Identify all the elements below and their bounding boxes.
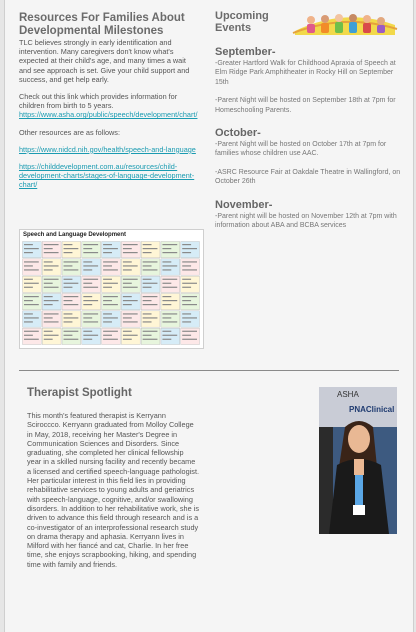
chart-image-line [162, 339, 171, 340]
chart-image-cell [62, 311, 81, 327]
chart-image-line [64, 296, 79, 297]
chart-image-line [44, 283, 53, 284]
chart-image-line [64, 265, 73, 266]
chart-image-line [24, 248, 39, 249]
chart-image-line [143, 269, 158, 270]
chart-image-line [123, 252, 138, 253]
chart-image-line [103, 248, 118, 249]
chart-image-line [123, 248, 132, 249]
chart-image-line [103, 252, 112, 253]
nidcd-link[interactable]: https://www.nidcd.nih.gov/health/speech-and-language [19, 144, 196, 154]
event-item: -Greater Hartford Walk for Childhood Apraxia of Speech at Elm Ridge Park Amphitheater in Rocky Hill on September 15th [215, 60, 396, 86]
chart-image-cell [82, 328, 101, 344]
chart-image-cell [23, 259, 42, 275]
chart-image-cell [102, 328, 121, 344]
chart-image-line [182, 265, 191, 266]
chart-image-cell [42, 311, 61, 327]
chart-image-caption: Speech and Language Development [23, 232, 127, 238]
chart-image-line [182, 244, 191, 245]
chart-image-line [182, 283, 197, 284]
chart-image-line [162, 321, 177, 322]
chart-image-cell [181, 328, 200, 344]
chart-image-line [143, 317, 158, 318]
resources-check-text: Check out this link which provides information for children from birth to 5 years. [19, 92, 178, 111]
chart-image-line [123, 313, 138, 314]
chart-image-line [83, 300, 98, 301]
chart-image-line [64, 269, 79, 270]
chart-image-line [162, 317, 171, 318]
chart-image-line [44, 335, 59, 336]
photo-sign-text: ASHA [337, 390, 359, 399]
chart-image-line [103, 321, 112, 322]
chart-image-line [64, 244, 73, 245]
chart-image-line [24, 279, 33, 280]
chart-image-line [64, 335, 73, 336]
spotlight-title: Therapist Spotlight [27, 387, 132, 399]
chart-image-line [24, 252, 33, 253]
chart-image-line [83, 317, 92, 318]
chart-image-line [64, 304, 79, 305]
chart-image-line [162, 244, 177, 245]
chart-image-line [24, 339, 39, 340]
chart-image-line [162, 287, 177, 288]
chart-image-line [103, 296, 118, 297]
chart-image-line [103, 269, 118, 270]
chart-image-grid [22, 241, 200, 345]
chart-image-cell [141, 294, 160, 310]
chart-image-cell [82, 259, 101, 275]
chart-image-line [83, 331, 92, 332]
chart-image-line [123, 244, 138, 245]
chart-image-cell [181, 242, 200, 258]
chart-image-cell [62, 259, 81, 275]
events-section [215, 10, 403, 230]
chart-image-line [182, 339, 197, 340]
chart-image-cell [82, 294, 101, 310]
chart-image-line [44, 252, 59, 253]
chart-image-line [44, 313, 59, 314]
chart-image-line [162, 296, 171, 297]
childdevelopment-link[interactable]: https://childdevelopment.com.au/resources/child-development-charts/stages-of-language-development-chart/ [19, 162, 195, 190]
chart-image-line [83, 287, 98, 288]
chart-image-line [24, 296, 39, 297]
chart-image-line [143, 279, 152, 280]
chart-image-line [123, 261, 132, 262]
chart-image-line [143, 244, 152, 245]
month-name: September- [215, 46, 276, 58]
chart-image-line [103, 317, 118, 318]
chart-image-line [64, 279, 73, 280]
chart-image-line [83, 244, 98, 245]
chart-image-line [83, 339, 92, 340]
chart-image-line [123, 317, 132, 318]
chart-image-line [123, 283, 132, 284]
chart-image-cell [161, 328, 180, 344]
event-item: -Parent Night will be hosted on October 17th at 7pm for families whose children use AAC. [215, 141, 387, 158]
chart-image-cell [121, 311, 140, 327]
month-name: October- [215, 127, 261, 140]
chart-image-cell [161, 242, 180, 258]
chart-image-cell [161, 311, 180, 327]
chart-image-line [83, 279, 98, 280]
chart-image-line [182, 300, 191, 301]
chart-image-line [123, 331, 132, 332]
chart-image-line [103, 313, 112, 314]
chart-image-line [24, 265, 33, 266]
photo-sign-text: PNAClinical [349, 405, 395, 414]
chart-image-line [64, 331, 79, 332]
chart-image-line [103, 331, 118, 332]
chart-image-line [24, 300, 33, 301]
chart-image-line [64, 261, 79, 262]
event-item: -Parent night will be hosted on November 12th at 7pm with information about ABA and BCBA services [215, 212, 397, 230]
chart-image-line [103, 283, 118, 284]
chart-image-line [143, 261, 158, 262]
chart-image-line [143, 321, 152, 322]
chart-image-cell [23, 294, 42, 310]
chart-image-line [182, 296, 197, 297]
chart-image-line [143, 287, 152, 288]
chart-image-line [182, 331, 197, 332]
chart-image-line [24, 283, 39, 284]
chart-image-line [103, 261, 118, 262]
chart-image-cell [161, 294, 180, 310]
events-title: Upcoming Events [215, 10, 269, 34]
chart-image-line [103, 335, 112, 336]
chart-image-cell [23, 328, 42, 344]
chart-image-line [123, 287, 138, 288]
chart-image-line [44, 248, 53, 249]
chart-image-cell [62, 294, 81, 310]
chart-image-line [24, 261, 39, 262]
chart-image-line [83, 304, 92, 305]
chart-image-line [64, 300, 73, 301]
chart-image-line [83, 265, 98, 266]
chart-image-line [123, 269, 132, 270]
chart-image-line [162, 304, 171, 305]
chart-image-cell [23, 276, 42, 292]
chart-image-line [103, 304, 118, 305]
chart-image-line [44, 244, 59, 245]
chart-image-line [123, 335, 138, 336]
newsletter-page [4, 0, 414, 632]
chart-image-cell [62, 328, 81, 344]
chart-image-cell [141, 259, 160, 275]
month-name: November- [215, 198, 273, 211]
chart-image-line [103, 279, 112, 280]
chart-image-line [123, 321, 138, 322]
chart-image-line [162, 335, 177, 336]
chart-image-line [182, 269, 197, 270]
chart-image-line [24, 304, 39, 305]
chart-image-cell [62, 276, 81, 292]
chart-image-line [162, 248, 171, 249]
chart-image-line [64, 317, 79, 318]
chart-image-line [64, 339, 79, 340]
chart-image-line [143, 252, 152, 253]
chart-image-cell [42, 294, 61, 310]
chart-image-line [162, 313, 177, 314]
resources-intro: TLC believes strongly in early identification and intervention. Many caregivers don't know what's expected at their child's age, and many times a wait and see approach is set. Give your child support and success, and get help early. [19, 38, 190, 84]
chart-image-line [182, 335, 191, 336]
chart-image-cell [82, 242, 101, 258]
chart-image-line [83, 248, 92, 249]
chart-image-line [182, 287, 191, 288]
chart-image-line [24, 287, 33, 288]
chart-image-line [44, 265, 59, 266]
chart-image-line [24, 335, 33, 336]
chart-image-line [143, 248, 158, 249]
chart-image-cell [161, 259, 180, 275]
chart-image-line [103, 339, 118, 340]
chart-image-line [123, 339, 132, 340]
chart-image-line [44, 296, 53, 297]
chart-image-line [162, 265, 177, 266]
chart-image-cell [102, 259, 121, 275]
chart-image-line [44, 304, 53, 305]
chart-image-line [44, 317, 53, 318]
chart-image-line [182, 248, 197, 249]
chart-image-cell [161, 276, 180, 292]
chart-image-line [162, 279, 177, 280]
chart-image-cell [23, 242, 42, 258]
chart-image-line [162, 261, 171, 262]
chart-image-line [44, 261, 53, 262]
chart-image-line [182, 261, 197, 262]
chart-image-cell [82, 276, 101, 292]
event-item: -Parent Night will be hosted on September 18th at 7pm for Homeschooling Parents. [215, 97, 396, 114]
chart-image-line [83, 283, 92, 284]
chart-image-line [24, 269, 39, 270]
month-september [215, 46, 403, 115]
chart-image-cell [42, 328, 61, 344]
chart-image-line [162, 300, 177, 301]
chart-image-line [83, 335, 98, 336]
chart-image-line [143, 265, 152, 266]
chart-image-line [83, 321, 98, 322]
chart-image-line [44, 331, 53, 332]
chart-image-cell [42, 242, 61, 258]
chart-image-cell [121, 328, 140, 344]
chart-image-line [44, 269, 53, 270]
chart-image-cell [42, 259, 61, 275]
chart-image-line [64, 313, 73, 314]
chart-image-line [103, 287, 112, 288]
chart-image-cell [181, 259, 200, 275]
chart-image-line [123, 300, 138, 301]
chart-image-cell [121, 276, 140, 292]
chart-image-line [24, 313, 33, 314]
chart-image-line [44, 339, 53, 340]
month-november [215, 199, 403, 231]
chart-image-line [103, 244, 112, 245]
chart-image-line [162, 252, 177, 253]
chart-image-cell [181, 294, 200, 310]
chart-image-line [64, 252, 73, 253]
chart-image-line [143, 300, 152, 301]
chart-image-line [103, 265, 112, 266]
chart-image-cell [141, 311, 160, 327]
chart-image-line [123, 296, 132, 297]
chart-image-line [143, 313, 152, 314]
chart-image-cell [121, 294, 140, 310]
chart-image-line [24, 321, 33, 322]
chart-image-cell [102, 276, 121, 292]
chart-image-line [143, 339, 158, 340]
chart-image-line [143, 296, 158, 297]
chart-image-line [143, 304, 158, 305]
chart-image-line [162, 283, 171, 284]
chart-image-line [24, 317, 39, 318]
chart-image-line [44, 287, 59, 288]
chart-image-cell [23, 311, 42, 327]
chart-image-line [24, 331, 39, 332]
resources-title: Resources For Families About Developmental Milestones [19, 12, 185, 37]
speech-language-chart-image [19, 229, 204, 349]
chart-image-line [182, 279, 191, 280]
chart-image-cell [141, 276, 160, 292]
event-item: -ASRC Resource Fair at Oakdale Theatre in Wallingford, on October 26th [215, 168, 401, 186]
chart-image-cell [102, 294, 121, 310]
section-divider [19, 370, 399, 371]
children-banner-image [291, 11, 399, 35]
chart-image-line [182, 321, 191, 322]
chart-image-cell [141, 242, 160, 258]
chart-image-line [182, 313, 191, 314]
chart-image-line [24, 244, 33, 245]
chart-image-cell [121, 259, 140, 275]
chart-image-cell [121, 242, 140, 258]
chart-image-line [64, 321, 73, 322]
chart-image-line [83, 313, 98, 314]
therapist-photo [319, 387, 397, 534]
chart-image-line [64, 248, 79, 249]
resources-section [19, 12, 197, 198]
other-resources-text: Other resources are as follows: [19, 127, 120, 137]
chart-image-line [143, 335, 152, 336]
chart-image-line [103, 300, 112, 301]
chart-image-line [162, 331, 171, 332]
chart-image-line [143, 331, 158, 332]
chart-image-line [83, 261, 92, 262]
chart-image-line [44, 321, 59, 322]
chart-image-line [143, 283, 158, 284]
chart-image-cell [82, 311, 101, 327]
chart-image-cell [62, 242, 81, 258]
chart-image-line [182, 317, 197, 318]
chart-image-cell [42, 276, 61, 292]
chart-image-line [44, 279, 59, 280]
chart-image-line [162, 269, 171, 270]
month-october [215, 127, 403, 187]
chart-image-cell [181, 311, 200, 327]
chart-image-cell [102, 311, 121, 327]
chart-image-cell [102, 242, 121, 258]
asha-link[interactable]: https://www.asha.org/public/speech/development/chart/ [19, 110, 198, 120]
chart-image-cell [181, 276, 200, 292]
chart-image-cell [141, 328, 160, 344]
chart-image-line [123, 304, 132, 305]
chart-image-line [182, 252, 191, 253]
spotlight-text: This month's featured therapist is Kerryann Sciroccco. Kerryann graduated from Molloy College in May, 2018, receiving her Master's Degree in Communication Sciences and Disorders. Since graduating, she completed her clinical fellowship year in a skilled nursing facility and recently became a licensed and certified speech-language pathologist. Her particular interest in this field lies in providing rehabilitative services to young adults and geriatrics with speech-language, cognitive, and/or swallowing disorders. In addition to her rehabilitative work, she is driven to advance this field through research and is a co-investigator of an interprofessional research study on drama therapy and aphasia. Kerryann lives in Milford with her fiancé and cat, Charlie. In her free time, she enjoys scrapbooking, hiking, and spending time with family and friends. [27, 411, 200, 569]
chart-image-line [83, 269, 92, 270]
chart-image-line [64, 287, 73, 288]
chart-image-line [83, 252, 98, 253]
chart-image-line [123, 279, 138, 280]
chart-image-line [83, 296, 92, 297]
chart-image-line [64, 283, 79, 284]
chart-image-line [123, 265, 138, 266]
chart-image-line [182, 304, 197, 305]
chart-image-line [44, 300, 59, 301]
